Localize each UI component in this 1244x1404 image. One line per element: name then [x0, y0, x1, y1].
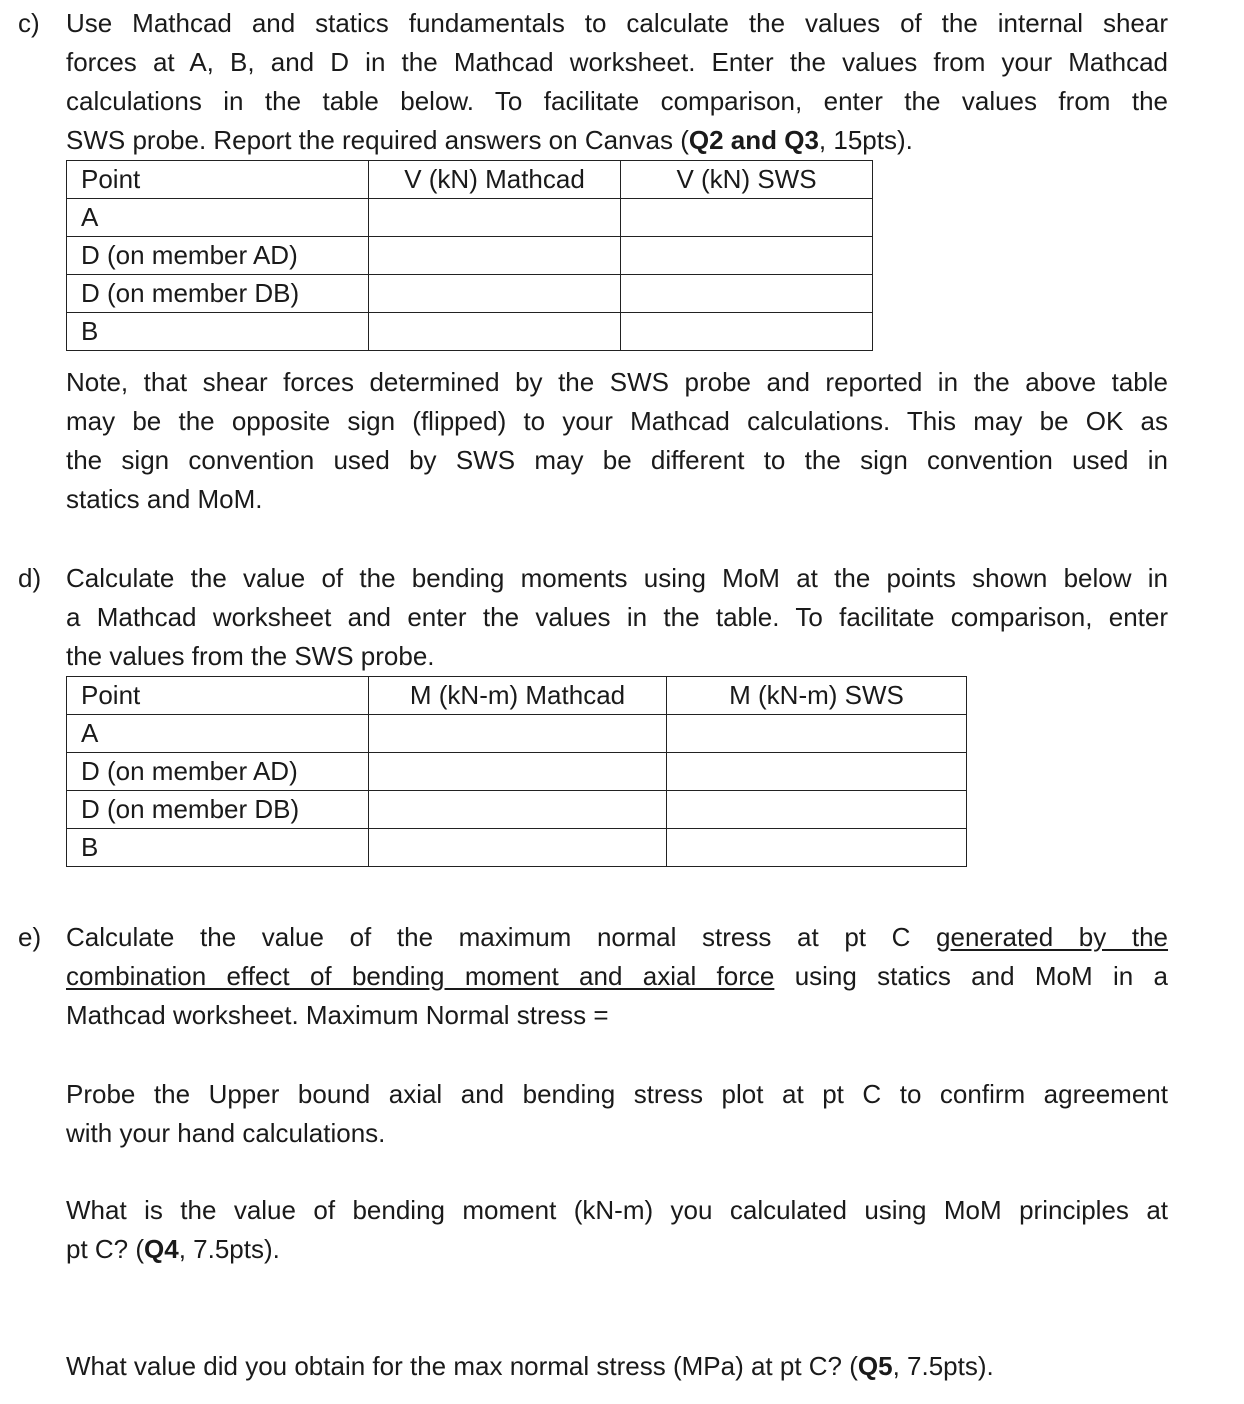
table-header-row — [67, 677, 967, 715]
section-d-marker: d) — [18, 563, 42, 593]
section-e-underlined-1: generated by the — [936, 922, 1169, 952]
v-mathcad-input-cell[interactable] — [369, 275, 621, 313]
section-d-line-3: the values from the SWS probe. — [66, 641, 435, 671]
section-e-line-1-pre: Calculate the value of the maximum normal stress at pt C — [66, 922, 937, 952]
shear-force-table — [66, 160, 873, 351]
m-mathcad-input-cell[interactable] — [369, 829, 667, 867]
table-row — [67, 275, 873, 313]
table-row — [67, 237, 873, 275]
m-sws-input-cell[interactable] — [667, 715, 967, 753]
section-c-marker: c) — [18, 8, 40, 38]
q5-line-post: , 7.5pts). — [892, 1351, 994, 1381]
section-c-line-3: calculations in the table below. To facilitate comparison, enter the values from the — [66, 86, 1168, 116]
section-e-line-2 — [66, 957, 1168, 996]
section-d-line-1: Calculate the value of the bending moments using MoM at the points shown below in — [66, 563, 1168, 593]
m-sws-input-cell[interactable] — [667, 753, 967, 791]
note-line-1: Note, that shear forces determined by the SWS probe and reported in the above table — [66, 367, 1168, 397]
point-cell: D (on member AD) — [67, 753, 369, 791]
table-row — [67, 791, 967, 829]
point-cell: A — [67, 199, 369, 237]
q5-line-pre: What value did you obtain for the max normal stress (MPa) at pt C? ( — [66, 1351, 858, 1381]
q4-line-2 — [66, 1230, 1168, 1269]
v-sws-input-cell[interactable] — [621, 199, 873, 237]
v-sws-input-cell[interactable] — [621, 275, 873, 313]
v-mathcad-input-cell[interactable] — [369, 237, 621, 275]
q4-line-2-pre: pt C? ( — [66, 1234, 145, 1264]
section-c-question-ref: Q2 and Q3 — [688, 125, 819, 155]
bending-moment-table — [66, 676, 967, 867]
m-sws-input-cell[interactable] — [667, 791, 967, 829]
table-row — [67, 829, 967, 867]
note-line-4: statics and MoM. — [66, 484, 263, 514]
probe-line-1: Probe the Upper bound axial and bending stress plot at pt C to confirm agreement — [66, 1079, 1168, 1109]
column-header-v-sws: V (kN) SWS — [621, 161, 873, 199]
table-row — [67, 753, 967, 791]
section-c-line-1: Use Mathcad and statics fundamentals to calculate the values of the internal shear — [66, 8, 1168, 38]
column-header-point: Point — [67, 677, 369, 715]
note-line-2: may be the opposite sign (flipped) to your Mathcad calculations. This may be OK as — [66, 406, 1168, 436]
m-sws-input-cell[interactable] — [667, 829, 967, 867]
section-c-line-4 — [66, 121, 1168, 160]
section-c-line-4-pre: SWS probe. Report the required answers on Canvas ( — [66, 125, 689, 155]
point-cell: D (on member AD) — [67, 237, 369, 275]
point-cell: A — [67, 715, 369, 753]
section-e-underlined-2: combination effect of bending moment and axial force — [66, 961, 775, 991]
column-header-v-mathcad: V (kN) Mathcad — [369, 161, 621, 199]
section-e-line-2-post: using statics and MoM in a — [794, 961, 1168, 991]
q4-line-1: What is the value of bending moment (kN-m) you calculated using MoM principles at — [66, 1195, 1168, 1225]
q5-line — [66, 1347, 1168, 1386]
table-row — [67, 313, 873, 351]
point-cell: B — [67, 313, 369, 351]
v-mathcad-input-cell[interactable] — [369, 313, 621, 351]
m-mathcad-input-cell[interactable] — [369, 715, 667, 753]
point-cell: B — [67, 829, 369, 867]
q4-line-2-post: , 7.5pts). — [178, 1234, 280, 1264]
point-cell: D (on member DB) — [67, 791, 369, 829]
column-header-m-sws: M (kN-m) SWS — [667, 677, 967, 715]
section-d-line-2: a Mathcad worksheet and enter the values in the table. To facilitate comparison, enter — [66, 602, 1168, 632]
v-sws-input-cell[interactable] — [621, 313, 873, 351]
column-header-m-mathcad: M (kN-m) Mathcad — [369, 677, 667, 715]
note-line-3: the sign convention used by SWS may be different to the sign convention used in — [66, 445, 1168, 475]
q4-label: Q4 — [144, 1234, 179, 1264]
table-row — [67, 199, 873, 237]
q5-label: Q5 — [857, 1351, 893, 1381]
v-mathcad-input-cell[interactable] — [369, 199, 621, 237]
section-e-marker: e) — [18, 922, 42, 952]
table-row — [67, 715, 967, 753]
column-header-point: Point — [67, 161, 369, 199]
point-cell: D (on member DB) — [67, 275, 369, 313]
table-header-row — [67, 161, 873, 199]
section-e-line-1 — [66, 918, 1168, 957]
m-mathcad-input-cell[interactable] — [369, 753, 667, 791]
v-sws-input-cell[interactable] — [621, 237, 873, 275]
section-e-line-3: Mathcad worksheet. Maximum Normal stress = — [66, 1000, 609, 1030]
section-c-line-4-post: , 15pts). — [818, 125, 913, 155]
probe-line-2: with your hand calculations. — [66, 1118, 386, 1148]
section-c-line-2: forces at A, B, and D in the Mathcad worksheet. Enter the values from your Mathcad — [66, 47, 1168, 77]
m-mathcad-input-cell[interactable] — [369, 791, 667, 829]
